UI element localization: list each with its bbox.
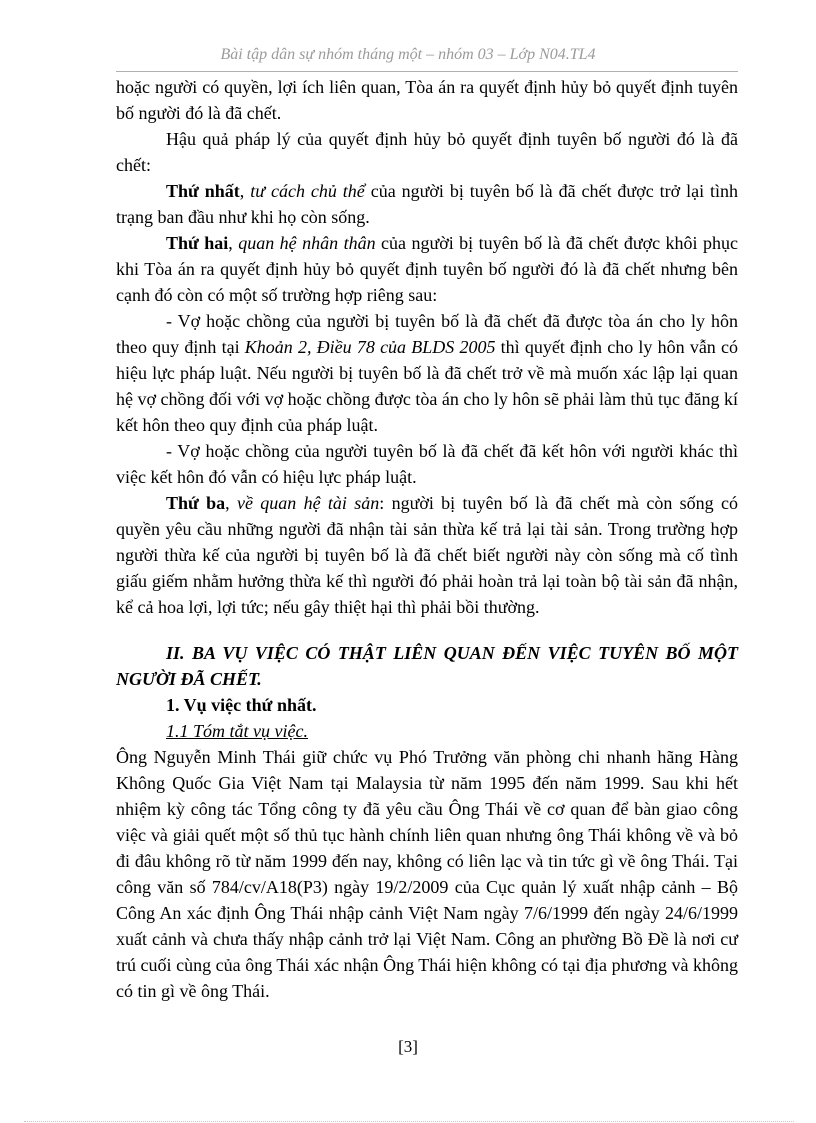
bullet-item-remarriage: - Vợ hoặc chồng của người tuyên bố là đã chết đã kết hôn với người khác thì việc kết hôn đó vẫn có hiệu lực pháp luật.	[116, 441, 738, 487]
point-topic: tư cách chủ thể	[250, 181, 365, 201]
section-title: II. BA VỤ VIỆC CÓ THẬT LIÊN QUAN ĐẾN VIỆC TUYÊN BỐ MỘT NGƯỜI ĐÃ CHẾT.	[116, 643, 738, 689]
paragraph-continuation: hoặc người có quyền, lợi ích liên quan, Tòa án ra quyết định hủy bỏ quyết định tuyên bố người đó là đã chết.	[116, 77, 738, 123]
law-reference: Khoản 2, Điều 78 của BLDS 2005	[244, 337, 496, 357]
page-number: [3]	[398, 1037, 418, 1056]
case-summary: Ông Nguyễn Minh Thái giữ chức vụ Phó Trưởng văn phòng chi nhanh hãng Hàng Không Quốc Gia Việt Nam tại Malaysia từ năm 1995 đến năm 1999. Sau khi hết nhiệm kỳ công tác Tổng công ty đã yêu cầu Ông Thái về cơ quan để bàn giao công việc và giải quết một số thủ tục hành chính liên quan nhưng ông Thái không về và bỏ đi đâu không rõ từ năm 1999 đến nay, không có liên lạc và tin tức gì về ông Thái. Tại công văn số 784/cv/A18(P3) ngày 19/2/2009 của Cục quản lý xuất nhập cảnh – Bộ Công An xác định Ông Thái nhập cảnh Việt Nam ngày 7/6/1999 đến ngày 24/6/1999 xuất cảnh và chưa thấy nhập cảnh trở lại Việt Nam. Công an phường Bồ Đề là nơi cư trú cuối cùng của ông Thái xác nhận Ông Thái hiện không có tại địa phương và không có tin gì về ông Thái.	[116, 747, 738, 1001]
page-bottom-border	[24, 1121, 794, 1122]
point-topic: quan hệ nhân thân	[238, 233, 376, 253]
point-text: của người bị tuyên bố là đã chết được trở lại tình trạng ban đầu như khi họ còn sống.	[116, 181, 739, 227]
separator: ,	[228, 233, 239, 253]
page-header: Bài tập dân sự nhóm tháng một – nhóm 03 – Lớp N04.TL4	[220, 46, 596, 63]
header-divider	[116, 71, 738, 72]
page-content	[116, 74, 738, 1004]
point-label: Thứ hai	[166, 233, 229, 253]
separator: ,	[225, 493, 237, 513]
case-heading: 1. Vụ việc thứ nhất.	[166, 695, 317, 715]
case-subheading: 1.1 Tóm tắt vụ việc.	[166, 721, 308, 741]
paragraph-first-point	[116, 178, 738, 230]
point-topic: về quan hệ tài sản	[236, 493, 380, 513]
bullet-text: - Vợ hoặc chồng của người bị tuyên bố là đã chết đã được tòa án cho ly hôn theo quy định tại	[116, 311, 738, 357]
point-label: Thứ ba	[166, 493, 226, 513]
bullet-text: thì quyết định cho ly hôn vẫn có hiệu lực pháp luật. Nếu người bị tuyên bố là đã chết trở về mà muốn xác lập lại quan hệ vợ chồng đối với vợ hoặc chồng được tòa án cho ly hôn sẽ phải làm thủ tục đăng kí kết hôn theo quy định của pháp luật.	[116, 337, 738, 435]
bullet-item-divorce	[116, 308, 738, 438]
paragraph-second-point	[116, 230, 738, 308]
paragraph-third-point	[116, 490, 738, 620]
separator: ,	[239, 181, 251, 201]
point-label: Thứ nhất	[166, 181, 240, 201]
paragraph-consequences-intro: Hậu quả pháp lý của quyết định hủy bỏ quyết định tuyên bố người đó là đã chết:	[116, 129, 738, 175]
point-text: của người bị tuyên bố là đã chết được khôi phục khi Tòa án ra quyết định hủy bỏ quyết định tuyên bố người đó là đã chết nhưng bên cạnh đó còn có một số trường hợp riêng sau:	[116, 233, 738, 305]
point-text: : người bị tuyên bố là đã chết mà còn sống có quyền yêu cầu những người đã nhận tài sản thừa kế trả lại tài sản. Trong trường hợp người thừa kế của người bị tuyên bố là đã chết biết người này còn sống mà cố tình giấu giếm nhằm hưởng thừa kế thì người đó phải hoàn trả lại toàn bộ tài sản đã nhận, kể cả hoa lợi, lợi tức; nếu gây thiệt hại thì phải bồi thường.	[116, 493, 738, 617]
